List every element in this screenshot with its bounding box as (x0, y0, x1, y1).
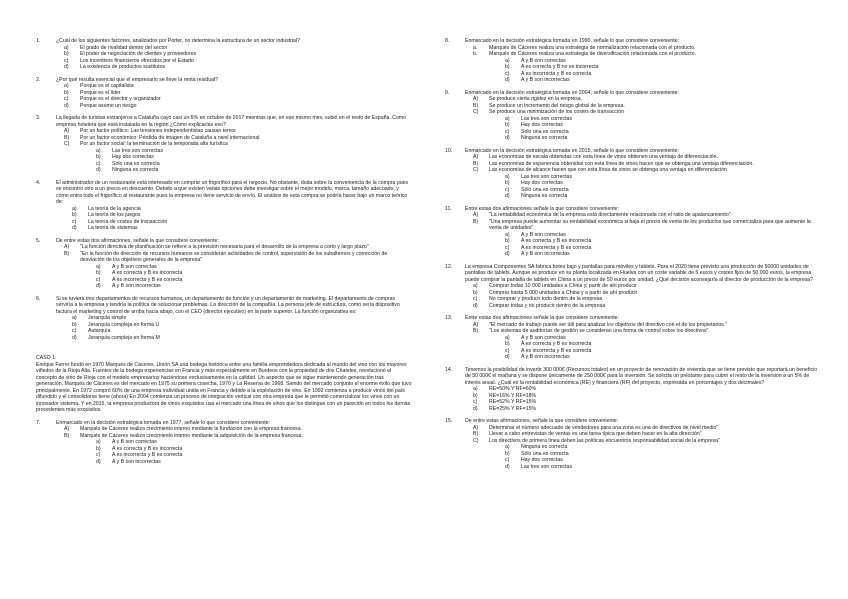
option-letter: b. (473, 51, 478, 57)
answer-letter: c) (72, 328, 77, 334)
option-text: No comprar y producir todo dentro de la empresa (489, 296, 603, 302)
answer-text: Ninguna es correcta (521, 135, 568, 141)
answer-letter: b) (505, 122, 510, 128)
answer-letter: a) (505, 334, 510, 341)
answer-letter: b) (96, 445, 101, 452)
answer-text: Sólo una es correcta (521, 186, 569, 193)
option-text: Marqués de Cáceres realiza crecimiento interno mediante la fundación con la empresa francesa. (80, 426, 303, 432)
option-letter: B) (473, 431, 479, 437)
answer-text: A es incorrecta y B es correcta (521, 70, 592, 77)
question (445, 206, 821, 258)
answer-letter: d) (96, 458, 101, 465)
option-text: RE=25% Y RF=15% (489, 405, 537, 412)
option-letter: d) (64, 102, 69, 109)
answer-text: Autarquía (88, 328, 111, 334)
option-text: Porque es el capitalista (80, 83, 134, 89)
answer-letter: c) (505, 244, 510, 251)
question (445, 38, 821, 84)
option-text: "Una empresa puede aumentar su rentabilidad económica si baja el precio de venta de los productos que comercializa para que aumente la venta de unidades" (489, 218, 811, 231)
option-letter: A) (64, 244, 70, 250)
option-letter: A) (473, 212, 479, 218)
answer-letter: b) (505, 64, 510, 70)
answer-option (72, 225, 412, 232)
question-number: 14. (445, 366, 453, 373)
option-letter: C) (473, 167, 479, 173)
option-letter: B) (64, 432, 70, 439)
question-text: El administrador de un restaurante está interesado en comprar un frigorífico para el negocio. No obstante, duda sobre la conveniencia de la compra pues se encontró otro a un precio en descuento. Debido a que existen varias opciones debe investigar sobre el mejor modelo, marca, tamaño adecuado, y cómo entra todo el frigorífico al restaurante pues la empresa no tiene servicio de envío. El análisis de esta compra se podría hacer bajo un marco teórico de: (56, 179, 409, 205)
question-text: Enmarcado en la decisión estratégica tomada en 1977, señale lo que considere conveniente: (56, 419, 270, 426)
option-letter: b) (64, 51, 69, 57)
answer-option (505, 464, 821, 471)
answer-text: A y B son correctas (521, 334, 566, 341)
answer-letter: c) (72, 218, 77, 225)
option-letter: a) (64, 83, 69, 89)
question-text: Tenemos la posibilidad de invertir 300 000€ (Recursos totales) en un proyecto de renovación de vivienda que se tiene previsto que reportará un beneficio de 50 000€ el mañana y se dispone únicamente de 250 000€ para la inversión. Se solicita un préstamo para cubrir el resto de la inversión a un 5% de interés anual. ¿Cuál es la rentabilidad económica (RE) y financiera (RF) del proyecto, expresada en porcentajes y dos decimales? (465, 366, 818, 386)
answer-letter: d) (505, 354, 510, 360)
question (36, 77, 412, 110)
right-column (445, 38, 821, 476)
option-letter: C) (64, 141, 70, 147)
answer-text: Sólo una es correcta (521, 128, 569, 135)
option-text: Porque es el director y organizador (80, 96, 161, 102)
option-text: Comprar todas y no producir dentro de la empresa (489, 302, 606, 309)
option-letter: B) (473, 328, 479, 334)
option-letter: B) (64, 250, 70, 257)
answer-letter: c) (96, 452, 101, 458)
option-letter: b) (64, 89, 69, 96)
question-number: 3. (36, 115, 41, 121)
answer-text: A es correcta y B es incorrecta (521, 238, 592, 244)
option-letter: A) (473, 154, 479, 160)
question-text: De entre estas afirmaciones, señale la que considere conveniente: (465, 418, 619, 424)
answer-letter: d) (72, 334, 77, 341)
answer-letter: c) (505, 128, 510, 135)
option-letter: A) (64, 426, 70, 432)
question-text: Enmarcado en la decisión estratégica tomada en 2004, señale lo que considere conveniente: (465, 89, 679, 96)
answer-text: Las tres son correctas (521, 115, 573, 122)
question (36, 420, 412, 466)
answer-text: Hay dos correctas (521, 122, 563, 128)
option-letter: B) (473, 102, 479, 109)
question-option (64, 103, 412, 110)
answer-letter: d) (505, 193, 510, 199)
question-text: Entre estas dos afirmaciones señale la que considere conveniente: (465, 205, 619, 212)
answer-option (72, 335, 412, 342)
option-text: Las economías de alcance hacen que con esta línea de vinos se obtenga una ventaja en diferenciación (489, 167, 727, 173)
question (445, 148, 821, 200)
option-text: Se produce cierta rigidez en la empresa. (489, 96, 583, 102)
answer-text: Sólo una es correcta (112, 160, 160, 167)
answer-text: A y B son incorrectas (521, 251, 570, 257)
option-text: Comprar hasta 5 000 unidades a China y a partir de ahí producir (489, 289, 638, 296)
question-option (473, 303, 821, 310)
option-letter: C) (473, 437, 479, 444)
option-text: Los directivos de primera línea deben las políticas encuentros responsabilidad social de la empresa" (489, 437, 720, 444)
question-number: 6. (36, 295, 41, 302)
answer-letter: d) (505, 463, 510, 470)
question (445, 418, 821, 470)
option-letter: A) (473, 96, 479, 102)
option-text: "La rentabilidad económica de la empresa está directamente relacionada con el ratio de apalancamiento" (489, 212, 731, 218)
question-number: 1. (36, 38, 41, 44)
option-letter: B) (473, 218, 479, 225)
answer-letter: d) (96, 283, 101, 289)
answer-text: La teoría de la agencia (88, 205, 141, 212)
answer-text: A es correcta y B es incorrecta (521, 341, 592, 347)
answer-letter: d) (505, 135, 510, 141)
answer-option (505, 251, 821, 258)
option-text: Los incentivos financieros ofrecidos por el Estado (80, 57, 194, 64)
answer-text: Hay dos correctas (521, 457, 563, 463)
answer-letter: c) (505, 70, 510, 77)
question-text: Enmarcado en la decisión estratégica tomada en 1990, señale lo que considere conveniente: (465, 38, 679, 44)
answer-text: Hay dos correctas (521, 180, 563, 186)
answer-text: Jerarquía simple (88, 315, 127, 321)
question-text: La llegada de turistas extranjeros a Cataluña cayó casi un 5% en octubre de 2017 mientras que, en ese mismo mes, subió en el resto de España. Como empresa hotelera que está instalada en la región ¿Cómo explicarías eso? (56, 115, 407, 128)
option-text: RE=16% Y RF=18% (489, 392, 537, 399)
option-letter: c) (473, 399, 478, 405)
option-text: Marqués de Cáceres realiza crecimiento interno mediante la adquisición de la empresa francesa. (80, 432, 303, 439)
answer-text: La teoría de los juegos (88, 212, 141, 218)
question (445, 90, 821, 142)
option-letter: B) (64, 134, 70, 141)
option-letter: a. (473, 44, 478, 51)
question-text: ¿Por qué resulta esencial que el empresario se lleve la renta residual? (56, 76, 219, 83)
answer-text: Las tres son correctas (521, 463, 573, 470)
answer-letter: a) (505, 57, 510, 64)
question-number: 11. (445, 205, 452, 212)
answer-text: La teoría de costes de transacción (88, 218, 168, 225)
answer-text: La teoría de sistemas (88, 225, 138, 231)
option-text: Por un factor económico: Pérdida de imagen de Cataluña a nivel internacional (80, 134, 260, 141)
question-number: 10. (445, 147, 453, 154)
answer-text: Jerarquía compleja en forma M (88, 334, 160, 341)
answer-text: Ninguna es correcta (521, 193, 568, 199)
case-text: Enrique Ferrer fundó en 1970 Marqués de Cáceres. Unión SA una bodega histórica entre una familia emprendedora dedicada al mundo del vino con los mayores viñedos de la Rioja Alta. Fuentes de la bodega experiencias en Francia y más especialmente en Burdeos con la propiedad de dos Chateles, revolucionó el concepto de vino de Rioja con el modelo empresarios haciéndose exclusivamente en la calidad. Un aspecto que se sigue manteniendo generación tras generación. Marqués de Cáceres es del mercado en 1975 su primera cosecha, 1970 y La Reserva de 1968. Siendo del mercado conjunto el enorme éxito que tuvo principalmente. En 1972 compró 60% de una empresa individual unida en Francia y debido a la explotación de vino. En 1992 comienza a producir vinos del país difundido y el consolidarse tiene (ahora) En 2004 comienza un proceso de integración vertical con otra empresa que le permitió comercializar los vinos con un innovador sistema. Y en 2015, la empresa productora de vinos exquisitos usa el mercado una línea de vinos que los distingue con un parecido en todos los demás procedentes más exquisitos. (36, 361, 412, 413)
option-letter: d) (64, 64, 69, 70)
answer-text: A es correcta y B es incorrecta (112, 270, 183, 276)
option-letter: A) (473, 321, 479, 328)
option-text: "El mercado de trabajo puede ser útil para analizar los objetivos del directivo con el de los propietarios." (489, 321, 728, 328)
answer-text: Ninguna es correcta (112, 167, 159, 173)
question-option (473, 219, 821, 232)
answer-letter: a) (505, 115, 510, 122)
answer-letter: c) (505, 457, 510, 463)
answer-text: A y B son correctas (112, 439, 157, 445)
question (36, 180, 412, 232)
option-letter: d) (473, 405, 478, 412)
answer-letter: a) (505, 231, 510, 238)
option-text: "La función directiva de planificación se refiere a la previsión necesaria para el desarrollo de la empresa a corto y largo plazo" (80, 244, 369, 250)
question-number: 2. (36, 76, 41, 83)
answer-letter: b) (72, 212, 77, 218)
answer-option (505, 135, 821, 142)
answer-letter: a) (505, 173, 510, 180)
answer-letter: c) (96, 276, 101, 283)
option-text: Marqués de Cáceres realiza una estrategia de diversificación relacionada con el producto. (489, 51, 697, 57)
option-text: Las economías de escala obtenidas con esta línea de vinos obtienen una ventaja de diferenciación. (489, 154, 718, 160)
option-text: "Los sistemas de auditorías de gestión se consideran una forma de control sobre los directivos" (489, 328, 709, 334)
answer-text: Hay dos correctas (112, 154, 154, 160)
question (445, 264, 821, 310)
answer-letter: a) (96, 147, 101, 154)
answer-letter: b) (505, 180, 510, 186)
option-text: RE=50% Y RF=60% (489, 386, 537, 392)
question-text: Enmarcado en la decisión estratégica tomada en 2015, señale lo que considere conveniente: (465, 147, 679, 154)
option-text: Por un factor político: Las tensiones independentistas causan temor (80, 128, 237, 134)
option-text: El poder de negociación de clientes y proveedores (80, 51, 197, 57)
question-number: 4. (36, 179, 41, 186)
question-option (64, 251, 412, 264)
question (36, 296, 412, 342)
option-text: Porque asume un riesgo (80, 102, 137, 109)
question-text: La empresa Componentes SA fabrica botes bajo y pantallas para móviles y tablets. Para el 2020 tiene previsto una producción de 50000 unidades de pantallas de tablets. Aunque se produce en su planta localizada en Huelva con un coste variable de 5 euros y costes fijos de 50 000 euros, la empresa puede comprar la pantalla de tablets en China a un precio de 50 euros por unidad. ¿Qué decisión aconsejaría al director de producción de la empresa? (465, 263, 814, 283)
answer-letter: d) (505, 251, 510, 257)
option-letter: c) (64, 96, 69, 102)
question-text: De entre estas dos afirmaciones, señale la que considere conveniente: (56, 237, 219, 244)
answer-letter: a) (505, 444, 510, 450)
option-text: Llevar a cabo entrevistas de ventas es una tarea típica que deben hacer en la alta dirección" (489, 431, 702, 437)
case-study (36, 355, 412, 414)
option-letter: b) (473, 289, 478, 296)
answer-text: A es incorrecta y B es correcta (112, 452, 183, 458)
answer-option (505, 354, 821, 361)
question-option (64, 64, 412, 71)
option-letter: a) (473, 386, 478, 392)
answer-text: Ninguna es correcta (521, 444, 568, 450)
answer-letter: b) (505, 238, 510, 244)
question-text: ¿Cuál de los siguientes factores, analizados por Porter, no determina la estructura de un sector industrial? (56, 38, 300, 44)
answer-text: A y B son correctas (112, 263, 157, 270)
answer-text: A y B son correctas (521, 231, 566, 238)
answer-letter: a) (96, 263, 101, 270)
answer-letter: b) (96, 154, 101, 160)
question (36, 38, 412, 71)
answer-text: A y B son incorrectas (521, 354, 570, 360)
answer-letter: c) (505, 186, 510, 193)
answer-text: Las tres son correctas (112, 147, 164, 154)
option-letter: A) (64, 128, 70, 134)
question-number: 8. (445, 38, 450, 44)
answer-text: A y B son correctas (521, 57, 566, 64)
answer-text: Sólo una es correcta (521, 450, 569, 457)
option-letter: a) (473, 283, 478, 289)
answer-option (96, 459, 412, 466)
answer-text: A es incorrecta y B es correcta (521, 244, 592, 251)
answer-text: A es correcta y B es incorrecta (112, 445, 183, 452)
option-letter: A) (473, 424, 479, 431)
answer-text: A es correcta y B no es incorrecta (521, 64, 599, 70)
answer-text: A y B son incorrectas (521, 77, 570, 83)
option-letter: c) (64, 57, 69, 64)
question-number: 9. (445, 89, 450, 96)
question-number: 7. (36, 419, 41, 426)
option-text: Porque es el líder (80, 89, 121, 96)
option-letter: B) (473, 160, 479, 167)
answer-letter: d) (72, 225, 77, 231)
answer-text: A es incorrecta y B es correcta (521, 347, 592, 354)
left-column (36, 38, 412, 471)
option-letter: d) (473, 302, 478, 309)
option-text: Por un factor social: la terminación de la temporada alta turística (80, 141, 228, 147)
option-text: Se produce un incremento del riesgo global de la empresa. (489, 102, 625, 109)
question-text: Entre estas dos afirmaciones señale la que considere conveniente: (465, 315, 619, 321)
option-text: Marqués de Cáceres realiza una estrategia de normalización relacionada con el producto. (489, 44, 696, 51)
option-text: Comprar todas 10 000 unidades a China y, partir de ahí producir (489, 283, 637, 289)
answer-letter: c) (96, 160, 101, 167)
option-letter: a) (64, 44, 69, 51)
option-text: Se produce una minimización de los costes de transacción (489, 109, 624, 115)
option-text: El grado de rivalidad dentro del sector (80, 44, 168, 51)
answer-option (96, 283, 412, 290)
question-number: 5. (36, 237, 41, 244)
question-option (473, 406, 821, 413)
answer-letter: d) (96, 167, 101, 173)
answer-letter: a) (72, 205, 77, 212)
answer-text: A y B son incorrectas (112, 458, 161, 465)
question-number: 13. (445, 315, 453, 321)
answer-text: Las tres son correctas (521, 173, 573, 180)
case-title: CASO 1: (36, 355, 57, 361)
answer-letter: c) (505, 347, 510, 354)
answer-letter: a) (72, 315, 77, 321)
question-text: Si se tuviera tres departamentos de recursos humanos, un departamento de función y un departamento de marketing. El departamento de compras serviría a la empresa y tendría la política de solucionar problemas. La dirección de la compañía. La persona jefe de estructura, como sería dispositivo factura el marketing y control de arriba hacia abajo, con el CEO (director ejecutivo) en la parte superior. La función organizativa es: (56, 295, 400, 315)
option-letter: C) (473, 109, 479, 115)
question (445, 315, 821, 361)
answer-text: Jerarquía compleja en forma U (88, 321, 160, 328)
answer-letter: b) (505, 341, 510, 347)
answer-letter: b) (72, 321, 77, 328)
option-letter: c) (473, 296, 478, 302)
option-text: La existencia de productos sustitutos (80, 64, 166, 70)
option-letter: b) (473, 392, 478, 399)
question-number: 15. (445, 418, 453, 424)
option-text: "En la función de dirección de recursos humanos se consideran actividades de control, supervisión de los subalternos y corrección de desviación de los objetivos generales de la empresa" (80, 250, 388, 263)
answer-option (505, 193, 821, 200)
answer-letter: a) (96, 439, 101, 445)
question (36, 115, 412, 174)
question (36, 238, 412, 290)
answer-letter: b) (505, 450, 510, 457)
option-text: RE=52% Y RF=15% (489, 399, 537, 405)
option-text: Las economías de experiencia obtenidas con esta línea de vinos hacen que se obtenga una ventaja diferenciación. (489, 160, 754, 167)
question (445, 367, 821, 413)
question-number: 12. (445, 263, 453, 270)
answer-letter: b) (96, 270, 101, 276)
answer-option (96, 167, 412, 174)
answer-text: A es incorrecta y B es correcta (112, 276, 183, 283)
answer-option (505, 77, 821, 84)
answer-text: A y B son incorrectas (112, 283, 161, 289)
option-text: Determinar el número adecuado de vendedores para una zona es una de directivos de nivel medio" (489, 424, 719, 431)
answer-letter: d) (505, 77, 510, 83)
